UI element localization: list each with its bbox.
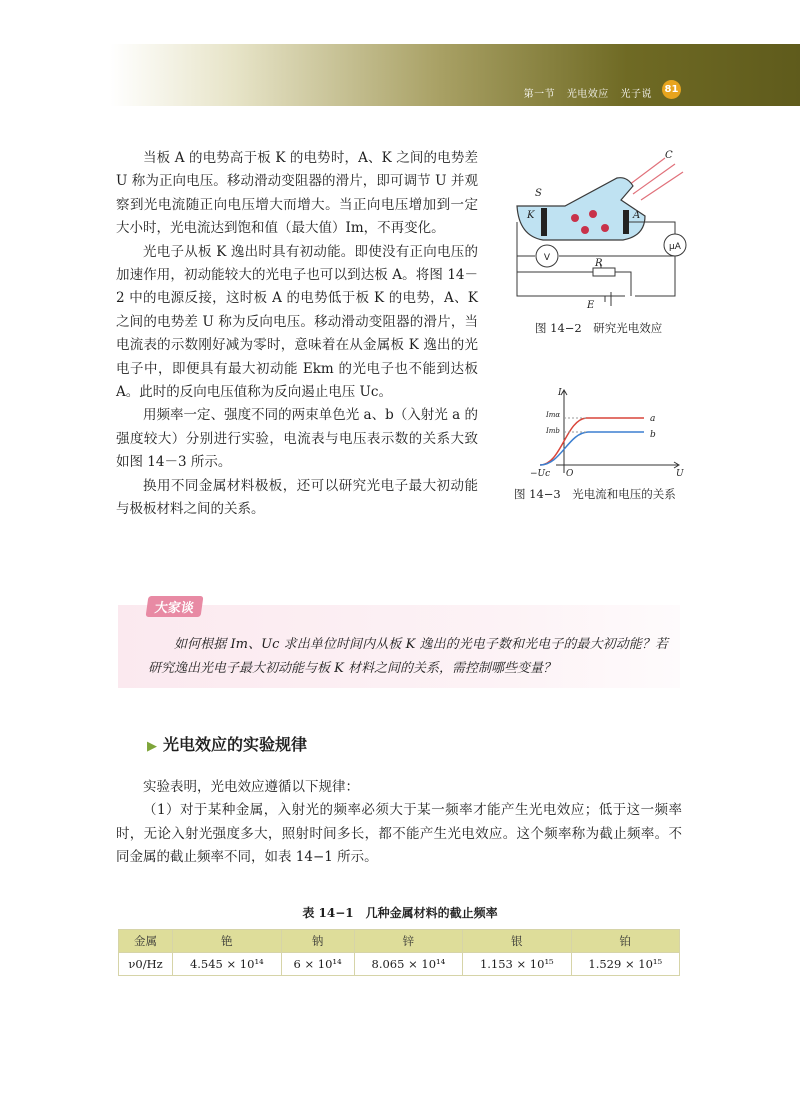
- table-cell: 1.529 × 10¹⁵: [571, 953, 679, 976]
- table-header-cell: 金属: [119, 930, 173, 953]
- rules-intro: 实验表明，光电效应遵循以下规律：: [143, 779, 359, 795]
- plate-a: [623, 210, 629, 234]
- label-im-a: Imα: [546, 411, 561, 419]
- label-i-axis: I: [558, 388, 562, 398]
- cutoff-frequency-table: [118, 929, 680, 976]
- table-header-cell: 钠: [281, 930, 354, 953]
- label-r: R: [595, 258, 603, 269]
- running-header: [516, 85, 652, 100]
- discussion-text: 如何根据 Im、Uc 求出单位时间内从板 K 逸出的光电子数和光电子的最大初动能？若研究逸出光电子最大初动能与板 K 材料之间的关系，需控制哪些变量？: [148, 637, 668, 676]
- table-row-label: ν0/Hz: [119, 953, 173, 976]
- label-curve-b: b: [650, 430, 656, 440]
- table-header-row: [119, 930, 680, 953]
- rheostat: [593, 268, 615, 276]
- header-topic-1: 光电效应: [566, 89, 609, 100]
- table-cell: 1.153 × 10¹⁵: [463, 953, 571, 976]
- table-cell: 6 × 10¹⁴: [281, 953, 354, 976]
- electron: [601, 224, 609, 232]
- electron: [571, 214, 579, 222]
- light-ray: [633, 164, 675, 194]
- figure-apparatus: [505, 148, 695, 318]
- label-voltmeter: V: [543, 253, 551, 263]
- header-topic-2: 光子说: [620, 89, 652, 100]
- table-title: 表 14−1 几种金属材料的截止频率: [302, 906, 498, 920]
- table-cell: 8.065 × 10¹⁴: [354, 953, 462, 976]
- triangle-bullet-icon: ▶: [147, 739, 157, 754]
- label-c: C: [665, 150, 673, 161]
- battery: [605, 292, 611, 306]
- table-header-cell: 银: [463, 930, 571, 953]
- body-text-column: [116, 147, 478, 522]
- plate-k: [541, 208, 547, 236]
- table-row: [119, 953, 680, 976]
- paragraph-1: 当板 A 的电势高于板 K 的电势时，A、K 之间的电势差 U 称为正向电压。移动滑动变阻器的滑片，即可调节 U 并观察到光电流随正向电压增大而增大。当正向电压增加到一定大小时，光电流达到饱和值（最大值）Im，不再变化。: [116, 150, 478, 237]
- label-u-axis: U: [676, 469, 684, 479]
- table-cell: 4.545 × 10¹⁴: [173, 953, 281, 976]
- table-header-cell: 铯: [173, 930, 281, 953]
- label-curve-a: a: [650, 414, 656, 424]
- electron: [589, 210, 597, 218]
- section-title-text: 光电效应的实验规律: [163, 735, 308, 754]
- header-section: 第一节: [523, 89, 556, 100]
- figure-14-2-caption: 图 14−2 研究光电效应: [535, 321, 663, 335]
- table-header-cell: 锌: [354, 930, 462, 953]
- rules-text: [116, 776, 682, 870]
- label-a: A: [633, 210, 641, 221]
- figure-14-3-caption: 图 14−3 光电流和电压的关系: [514, 487, 676, 501]
- discussion-tag: 大家谈: [146, 596, 204, 617]
- curve-b: [540, 432, 644, 465]
- figure-iu-graph: [506, 385, 686, 480]
- page-number: 81: [662, 80, 681, 99]
- paragraph-2: 光电子从板 K 逸出时具有初动能。即使没有正向电压的加速作用，初动能较大的光电子也可以到达板 A。将图 14－2 中的电源反接，这时板 A 的电势低于板 K 的电势，A、K 之间的电势差 U 称为反向电压。移动滑动变阻器的滑片，当电流表的示数刚好减为零时，意味着在从金属板 K 逸出的光电子中，即便具有最大初动能 Ekm 的光电子也不能到达板 A。此时的反向电压值称为反向遏止电压 Uc。: [116, 243, 478, 401]
- label-e: E: [587, 300, 595, 311]
- label-ammeter: μA: [669, 242, 681, 252]
- paragraph-4: 换用不同金属材料极板，还可以研究光电子最大初动能与极板材料之间的关系。: [116, 477, 478, 518]
- label-im-b: Imb: [546, 427, 560, 435]
- header-band: [110, 44, 800, 106]
- label-uc: −Uc: [530, 469, 551, 479]
- light-ray: [641, 172, 683, 200]
- rule-1: （1）对于某种金属，入射光的频率必须大于某一频率才能产生光电效应；低于这一频率时，无论入射光强度多大，照射时间多长，都不能产生光电效应。这个频率称为截止频率。不同金属的截止频率不同，如表 14−1 所示。: [116, 802, 682, 866]
- section-heading: [147, 732, 307, 755]
- label-origin: O: [566, 469, 574, 479]
- label-k: K: [527, 210, 535, 221]
- light-rays: [625, 158, 683, 200]
- electron: [581, 226, 589, 234]
- table-header-cell: 铂: [571, 930, 679, 953]
- label-s: S: [535, 188, 542, 199]
- paragraph-3: 用频率一定、强度不同的两束单色光 a、b（入射光 a 的强度较大）分别进行实验，电流表与电压表示数的关系大致如图 14－3 所示。: [116, 407, 478, 471]
